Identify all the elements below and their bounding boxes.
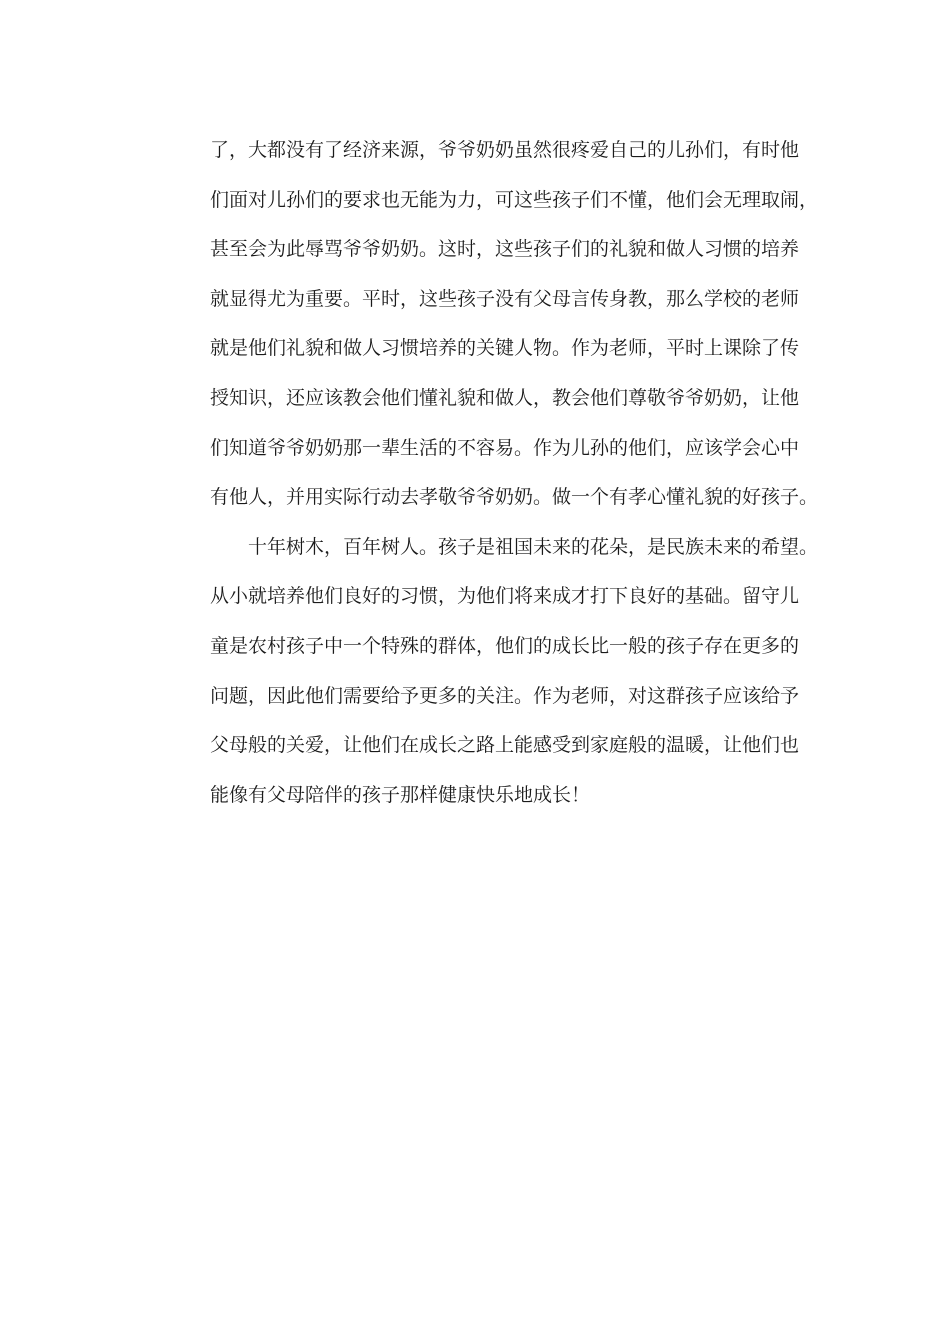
text-line: 从小就培养他们良好的习惯，为他们将来成才打下良好的基础。留守儿 [210,585,800,608]
body-text [210,126,820,820]
paragraph-2 [210,523,820,821]
text-line: 十年树木，百年树人。孩子是祖国未来的花朵，是民族未来的希望。 [248,535,819,558]
paragraph-1 [210,126,820,523]
text-line: 了，大都没有了经济来源，爷爷奶奶虽然很疼爱自己的儿孙们，有时他 [210,139,800,161]
text-line: 授知识，还应该教会他们懂礼貌和做人，教会他们尊敬爷爷奶奶，让他 [210,386,800,409]
text-line: 能像有父母陪伴的孩子那样健康快乐地成长！ [210,783,591,806]
text-line: 童是农村孩子中一个特殊的群体，他们的成长比一般的孩子存在更多的 [210,634,800,657]
text-line: 就显得尤为重要。平时，这些孩子没有父母言传身教，那么学校的老师 [210,287,800,310]
text-line: 问题，因此他们需要给予更多的关注。作为老师，对这群孩子应该给予 [210,684,800,707]
text-line: 就是他们礼貌和做人习惯培养的关键人物。作为老师，平时上课除了传 [210,337,800,360]
text-line: 有他人，并用实际行动去孝敬爷爷奶奶。做一个有孝心懂礼貌的好孩子。 [210,486,819,509]
text-line: 们知道爷爷奶奶那一辈生活的不容易。作为儿孙的他们，应该学会心中 [210,436,800,459]
text-line: 们面对儿孙们的要求也无能为力，可这些孩子们不懂，他们会无理取闹， [210,188,819,211]
text-line: 甚至会为此辱骂爷爷奶奶。这时，这些孩子们的礼貌和做人习惯的培养 [210,238,800,261]
text-line: 父母般的关爱，让他们在成长之路上能感受到家庭般的温暖，让他们也 [210,734,800,757]
